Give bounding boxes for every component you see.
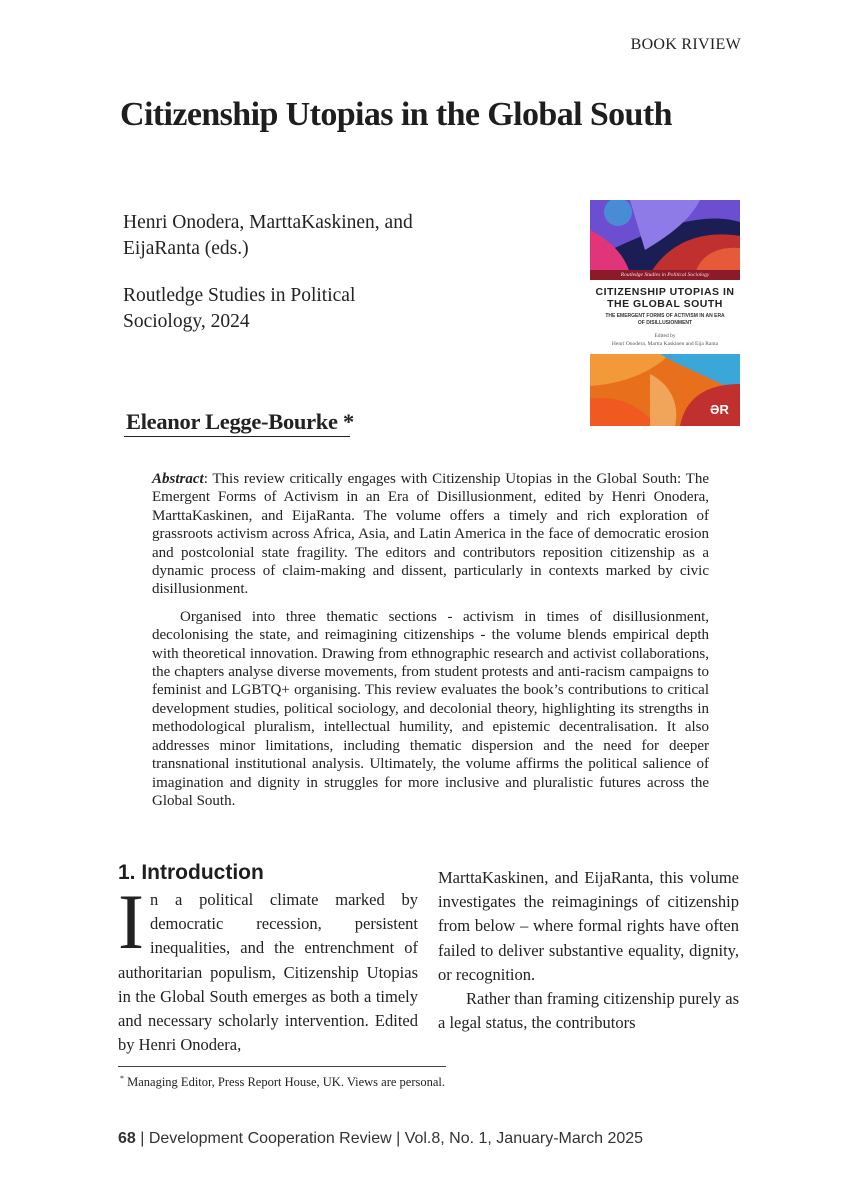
cover-title-line1: CITIZENSHIP UTOPIAS IN: [595, 286, 735, 298]
cover-subtitle-line2: OF DISILLUSIONMENT: [637, 319, 693, 326]
abstract-paragraph-1: [152, 470, 709, 599]
footnote-marker: *: [120, 1074, 124, 1083]
footer-separator: |: [135, 1130, 149, 1147]
cover-edited-by: Edited by: [654, 333, 676, 339]
section-label: BOOK RIVIEW: [630, 36, 741, 53]
footnote: [120, 1074, 445, 1090]
cover-subtitle-line1: THE EMERGENT FORMS OF ACTIVISM IN AN ERA: [605, 313, 725, 319]
page-footer: [118, 1130, 643, 1148]
body-column-left: [118, 878, 418, 1057]
footnote-rule: [118, 1066, 446, 1067]
book-cover-image: [590, 200, 740, 426]
book-series: Routledge Studies in Political Sociology, 2024: [123, 285, 356, 332]
cover-art-top: [590, 200, 740, 274]
cover-subtitle: [598, 313, 732, 326]
intro-paragraph-1-continued: MarttaKaskinen, and EijaRanta, this volume investigates the reimaginings of citizenship from below – where formal rights have often failed to deliver substantive equality, dignity, or recognition.: [438, 868, 739, 984]
page-number: 68: [118, 1130, 136, 1147]
abstract-label: Abstract: [152, 471, 204, 487]
cover-editors: Henri Onodera, Martta Kaskinen and Eija Ranta: [611, 341, 719, 347]
intro-paragraph-2: Rather than framing citizenship purely as a legal status, the contributors: [438, 989, 739, 1033]
body-column-right: [438, 866, 739, 1035]
journal-info: Development Cooperation Review | Vol.8, No. 1, January-March 2025: [148, 1130, 644, 1147]
intro-text-col1: n a political climate marked by democratic recession, persistent inequalities, and the entrenchment of authoritarian populism, Citizenship Utopias in the Global South emerges as both a timely and necessary scholarly intervention. Edited by Henri Onodera,: [118, 890, 418, 1055]
book-editors: Henri Onodera, MarttaKaskinen, and EijaRanta (eds.): [123, 212, 413, 259]
article-title: Citizenship Utopias in the Global South: [120, 96, 672, 133]
abstract: [152, 470, 709, 810]
intro-paragraph-1: [118, 878, 418, 1057]
cover-title-line2: THE GLOBAL SOUTH: [607, 298, 723, 310]
cover-series: Routledge Studies in Political Sociology: [590, 270, 740, 280]
review-author: Eleanor Legge-Bourke *: [126, 409, 354, 434]
abstract-paragraph-2: Organised into three thematic sections - activism in times of disillusionment, decolonising the state, and reimagining citizenships - the volume blends empirical depth with theoretical innovation. Drawing from ethnographic research and activist collaborations, the chapters analyse diverse movements, from student protests and anti-racism campaigns to feminist and LGBTQ+ organising. This review evaluates the book’s contributions to critical development studies, political sociology, and decolonial theory, highlighting its strengths in methodological pluralism, intellectual humility, and epistemic decentralisation. It also addresses minor limitations, including thematic dispersion and the need for deeper transnational institutional analysis. Ultimately, the volume affirms the political salience of imagination and dignity in struggles for more inclusive and pluralistic futures across the Global South.: [152, 608, 709, 809]
intro-heading: 1. Introduction: [118, 861, 264, 884]
drop-cap: I: [118, 878, 144, 965]
footnote-text: Managing Editor, Press Report House, UK. Views are personal.: [124, 1075, 446, 1090]
abstract-text-1: : This review critically engages with Citizenship Utopias in the Global South: The Emergent Forms of Activism in an Era of Disillusionment, edited by Henri Onodera, MarttaKaskinen, and EijaRanta. The volume offers a timely and rich exploration of grassroots activism across Africa, Asia, and Latin America in the face of democratic erosion and postcolonial state fragility. The editors and contributors reposition citizenship as a dynamic process of claim-making and dissent, particularly in contexts marked by civic disillusionment.: [152, 471, 709, 598]
publisher-logo: ƏR: [707, 401, 732, 418]
cover-title: [590, 286, 740, 310]
author-underline: [124, 436, 350, 437]
